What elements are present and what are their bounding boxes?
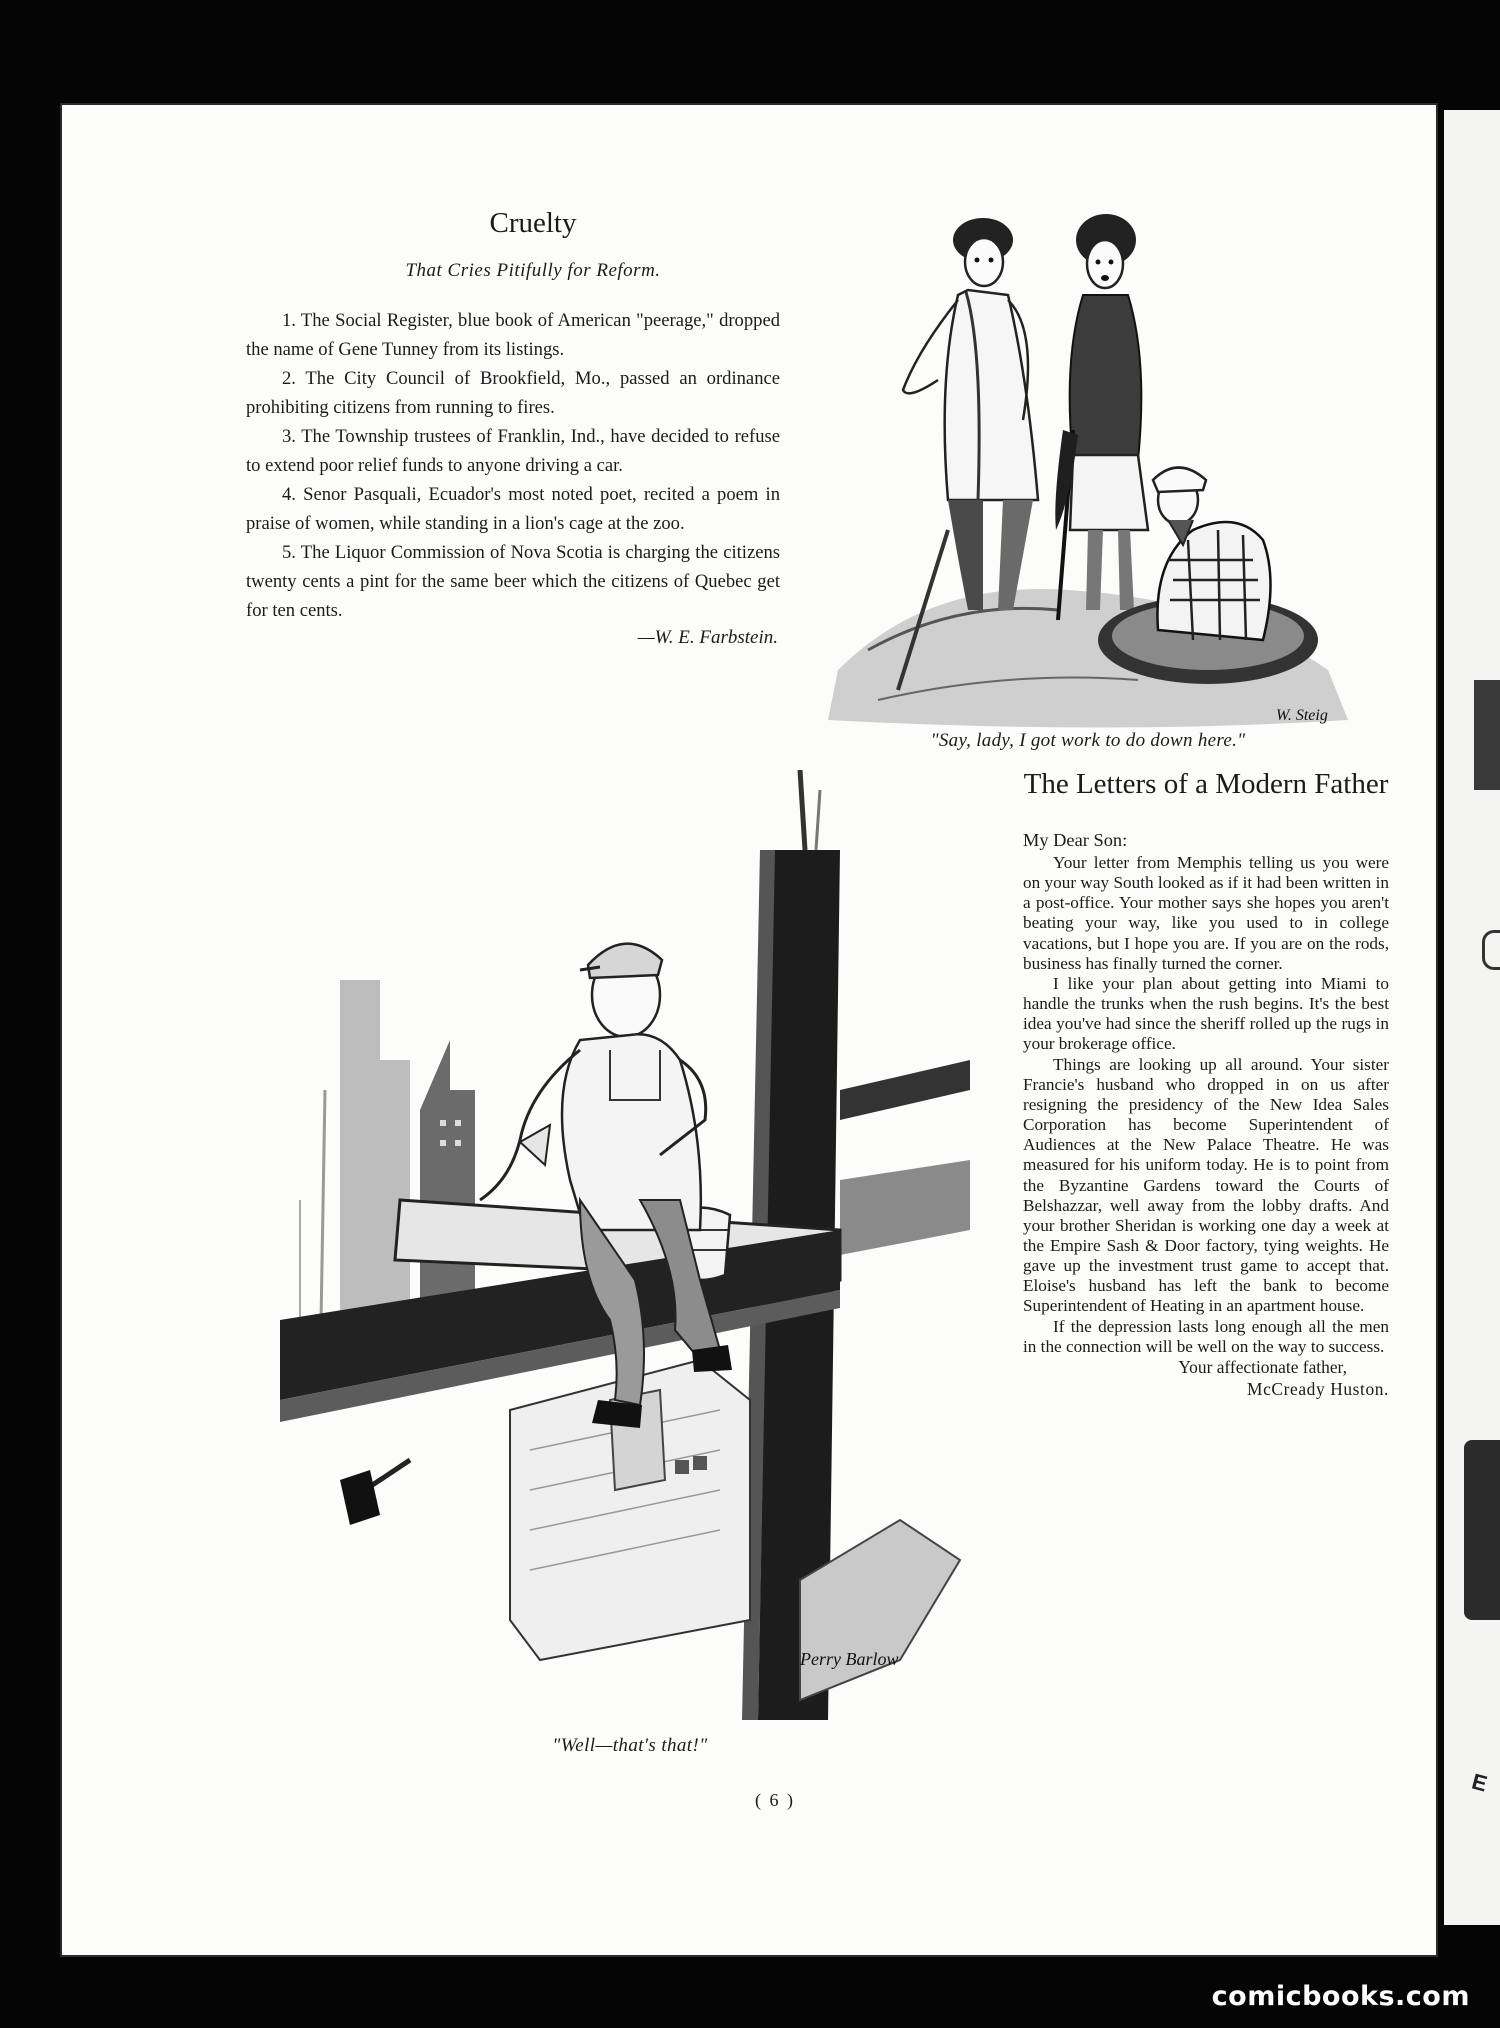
cartoon-women-caption: "Say, lady, I got work to do down here."	[930, 730, 1246, 751]
adjacent-page-fragment: E	[1469, 1768, 1490, 1797]
letters-salutation: My Dear Son:	[1023, 830, 1128, 850]
letters-title: The Letters of a Modern Father	[1023, 768, 1389, 800]
letters-signature: McCready Huston.	[1247, 1378, 1389, 1399]
adjacent-page-illustration	[1474, 680, 1500, 790]
cruelty-item: 2. The City Council of Brookfield, Mo., passed an ordinance prohibiting citizens from running to fires.	[246, 368, 780, 418]
letters-article	[1023, 768, 1389, 1400]
letters-paragraph: I like your plan about getting into Miami to handle the trunks when the rush begins. It's the best idea you've had since the sheriff rolled up the rugs in your brokerage office.	[1023, 973, 1389, 1054]
adjacent-page-edge	[1444, 110, 1500, 1925]
letters-closing: Your affectionate father,	[1178, 1356, 1347, 1377]
adjacent-page-illustration	[1464, 1440, 1500, 1620]
cruelty-article	[246, 207, 780, 649]
cartoon-steel-worker	[280, 760, 980, 1730]
page-number: ( 6 )	[755, 1790, 795, 1810]
cartoon-worker-signature: Perry Barlow	[800, 1649, 899, 1669]
cruelty-item: 3. The Township trustees of Franklin, Ind., have decided to refuse to extend poor relief funds to anyone driving a car.	[246, 426, 780, 476]
letters-paragraph: If the depression lasts long enough all the men in the connection will be well on the way to success.	[1023, 1316, 1389, 1356]
cruelty-subtitle: That Cries Pitifully for Reform.	[405, 260, 661, 281]
letters-paragraph: Your letter from Memphis telling us you were on your way South looked as if it had been written in a post-office. Your mother says she hopes you aren't beating your way, like you used to in college vacations, but I hope you are. If you are on the rods, business has finally turned the corner.	[1023, 853, 1389, 973]
cruelty-item: 4. Senor Pasquali, Ecuador's most noted poet, recited a poem in praise of women, while standing in a lion's cage at the zoo.	[246, 484, 780, 534]
cruelty-item: 1. The Social Register, blue book of American "peerage," dropped the name of Gene Tunney from its listings.	[246, 310, 780, 360]
letters-paragraph: Things are looking up all around. Your sister Francie's husband who dropped in on us after resigning the presidency of the New Idea Sales Corporation has become Superintendent of Audiences at the New Palace Theatre. He was measured for his uniform today. He is to point from the Byzantine Gardens toward the Courts of Belshazzar, well away from the lobby drafts. And your brother Sheridan is working one day a week at the Empire Sash & Door factory, tying weights. He gave up the investment trust game to accept that. Eloise's husband has left the bank to become Superintendent of Heating in an apartment house.	[1023, 1054, 1389, 1316]
cartoon-worker-caption: "Well—that's that!"	[552, 1735, 708, 1756]
site-watermark: comicbooks.com	[1211, 1981, 1470, 2012]
cartoon-women-manhole	[808, 200, 1368, 735]
adjacent-page-illustration	[1482, 930, 1500, 970]
cruelty-byline: —W. E. Farbstein.	[637, 627, 778, 648]
cruelty-title: Cruelty	[489, 207, 577, 239]
cruelty-item: 5. The Liquor Commission of Nova Scotia is charging the citizens twenty cents a pint for the same beer which the citizens of Quebec get for ten cents.	[246, 542, 780, 621]
cartoon-women-signature: W. Steig	[1276, 707, 1328, 724]
